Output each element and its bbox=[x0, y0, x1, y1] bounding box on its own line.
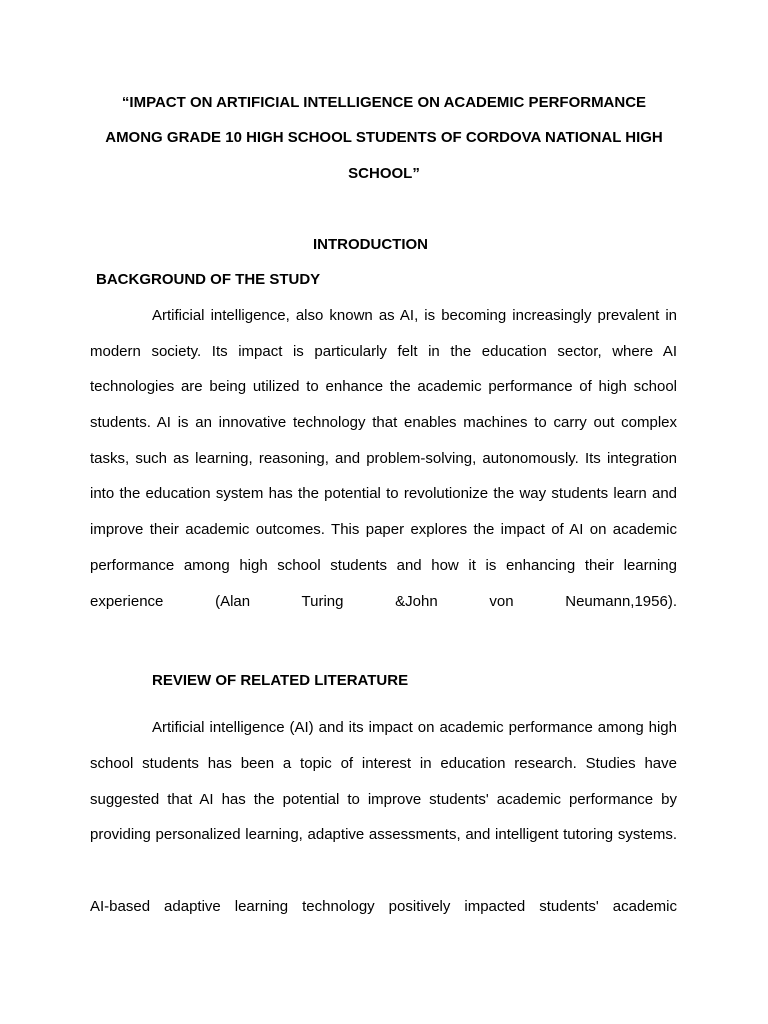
review-heading: REVIEW OF RELATED LITERATURE bbox=[152, 672, 409, 689]
background-paragraph-line: technologies are being utilized to enhance the academic performance of high school bbox=[90, 378, 677, 395]
document-title-line-1: “IMPACT ON ARTIFICIAL INTELLIGENCE ON ACADEMIC PERFORMANCE bbox=[121, 94, 647, 111]
document-title-line-3: SCHOOL” bbox=[348, 165, 420, 182]
background-paragraph-line: students. AI is an innovative technology that enables machines to carry out complex bbox=[90, 414, 677, 431]
background-heading: BACKGROUND OF THE STUDY bbox=[96, 271, 321, 288]
background-paragraph-line: performance among high school students and how it is enhancing their learning bbox=[90, 557, 677, 574]
background-paragraph-line: experience (Alan Turing &John von Neumann,1956). bbox=[90, 593, 677, 610]
review-paragraph-line: school students has been a topic of interest in education research. Studies have bbox=[90, 755, 677, 772]
review-paragraph-line: Artificial intelligence (AI) and its impact on academic performance among high bbox=[152, 719, 677, 736]
document-title-line-2: AMONG GRADE 10 HIGH SCHOOL STUDENTS OF CORDOVA NATIONAL HIGH bbox=[105, 129, 663, 146]
background-paragraph-line: improve their academic outcomes. This paper explores the impact of AI on academic bbox=[90, 521, 677, 538]
background-paragraph-line: modern society. Its impact is particularly felt in the education sector, where AI bbox=[90, 343, 677, 360]
introduction-heading: INTRODUCTION bbox=[313, 236, 428, 253]
background-paragraph-line: tasks, such as learning, reasoning, and problem-solving, autonomously. Its integration bbox=[90, 450, 677, 467]
adaptive-paragraph-line: AI-based adaptive learning technology positively impacted students' academic bbox=[90, 898, 677, 915]
background-paragraph-line: into the education system has the potential to revolutionize the way students learn and bbox=[90, 485, 677, 502]
review-paragraph-line: suggested that AI has the potential to improve students' academic performance by bbox=[90, 791, 677, 808]
review-paragraph-line: providing personalized learning, adaptive assessments, and intelligent tutoring systems. bbox=[90, 826, 677, 843]
background-paragraph-line: Artificial intelligence, also known as AI, is becoming increasingly prevalent in bbox=[152, 307, 677, 324]
